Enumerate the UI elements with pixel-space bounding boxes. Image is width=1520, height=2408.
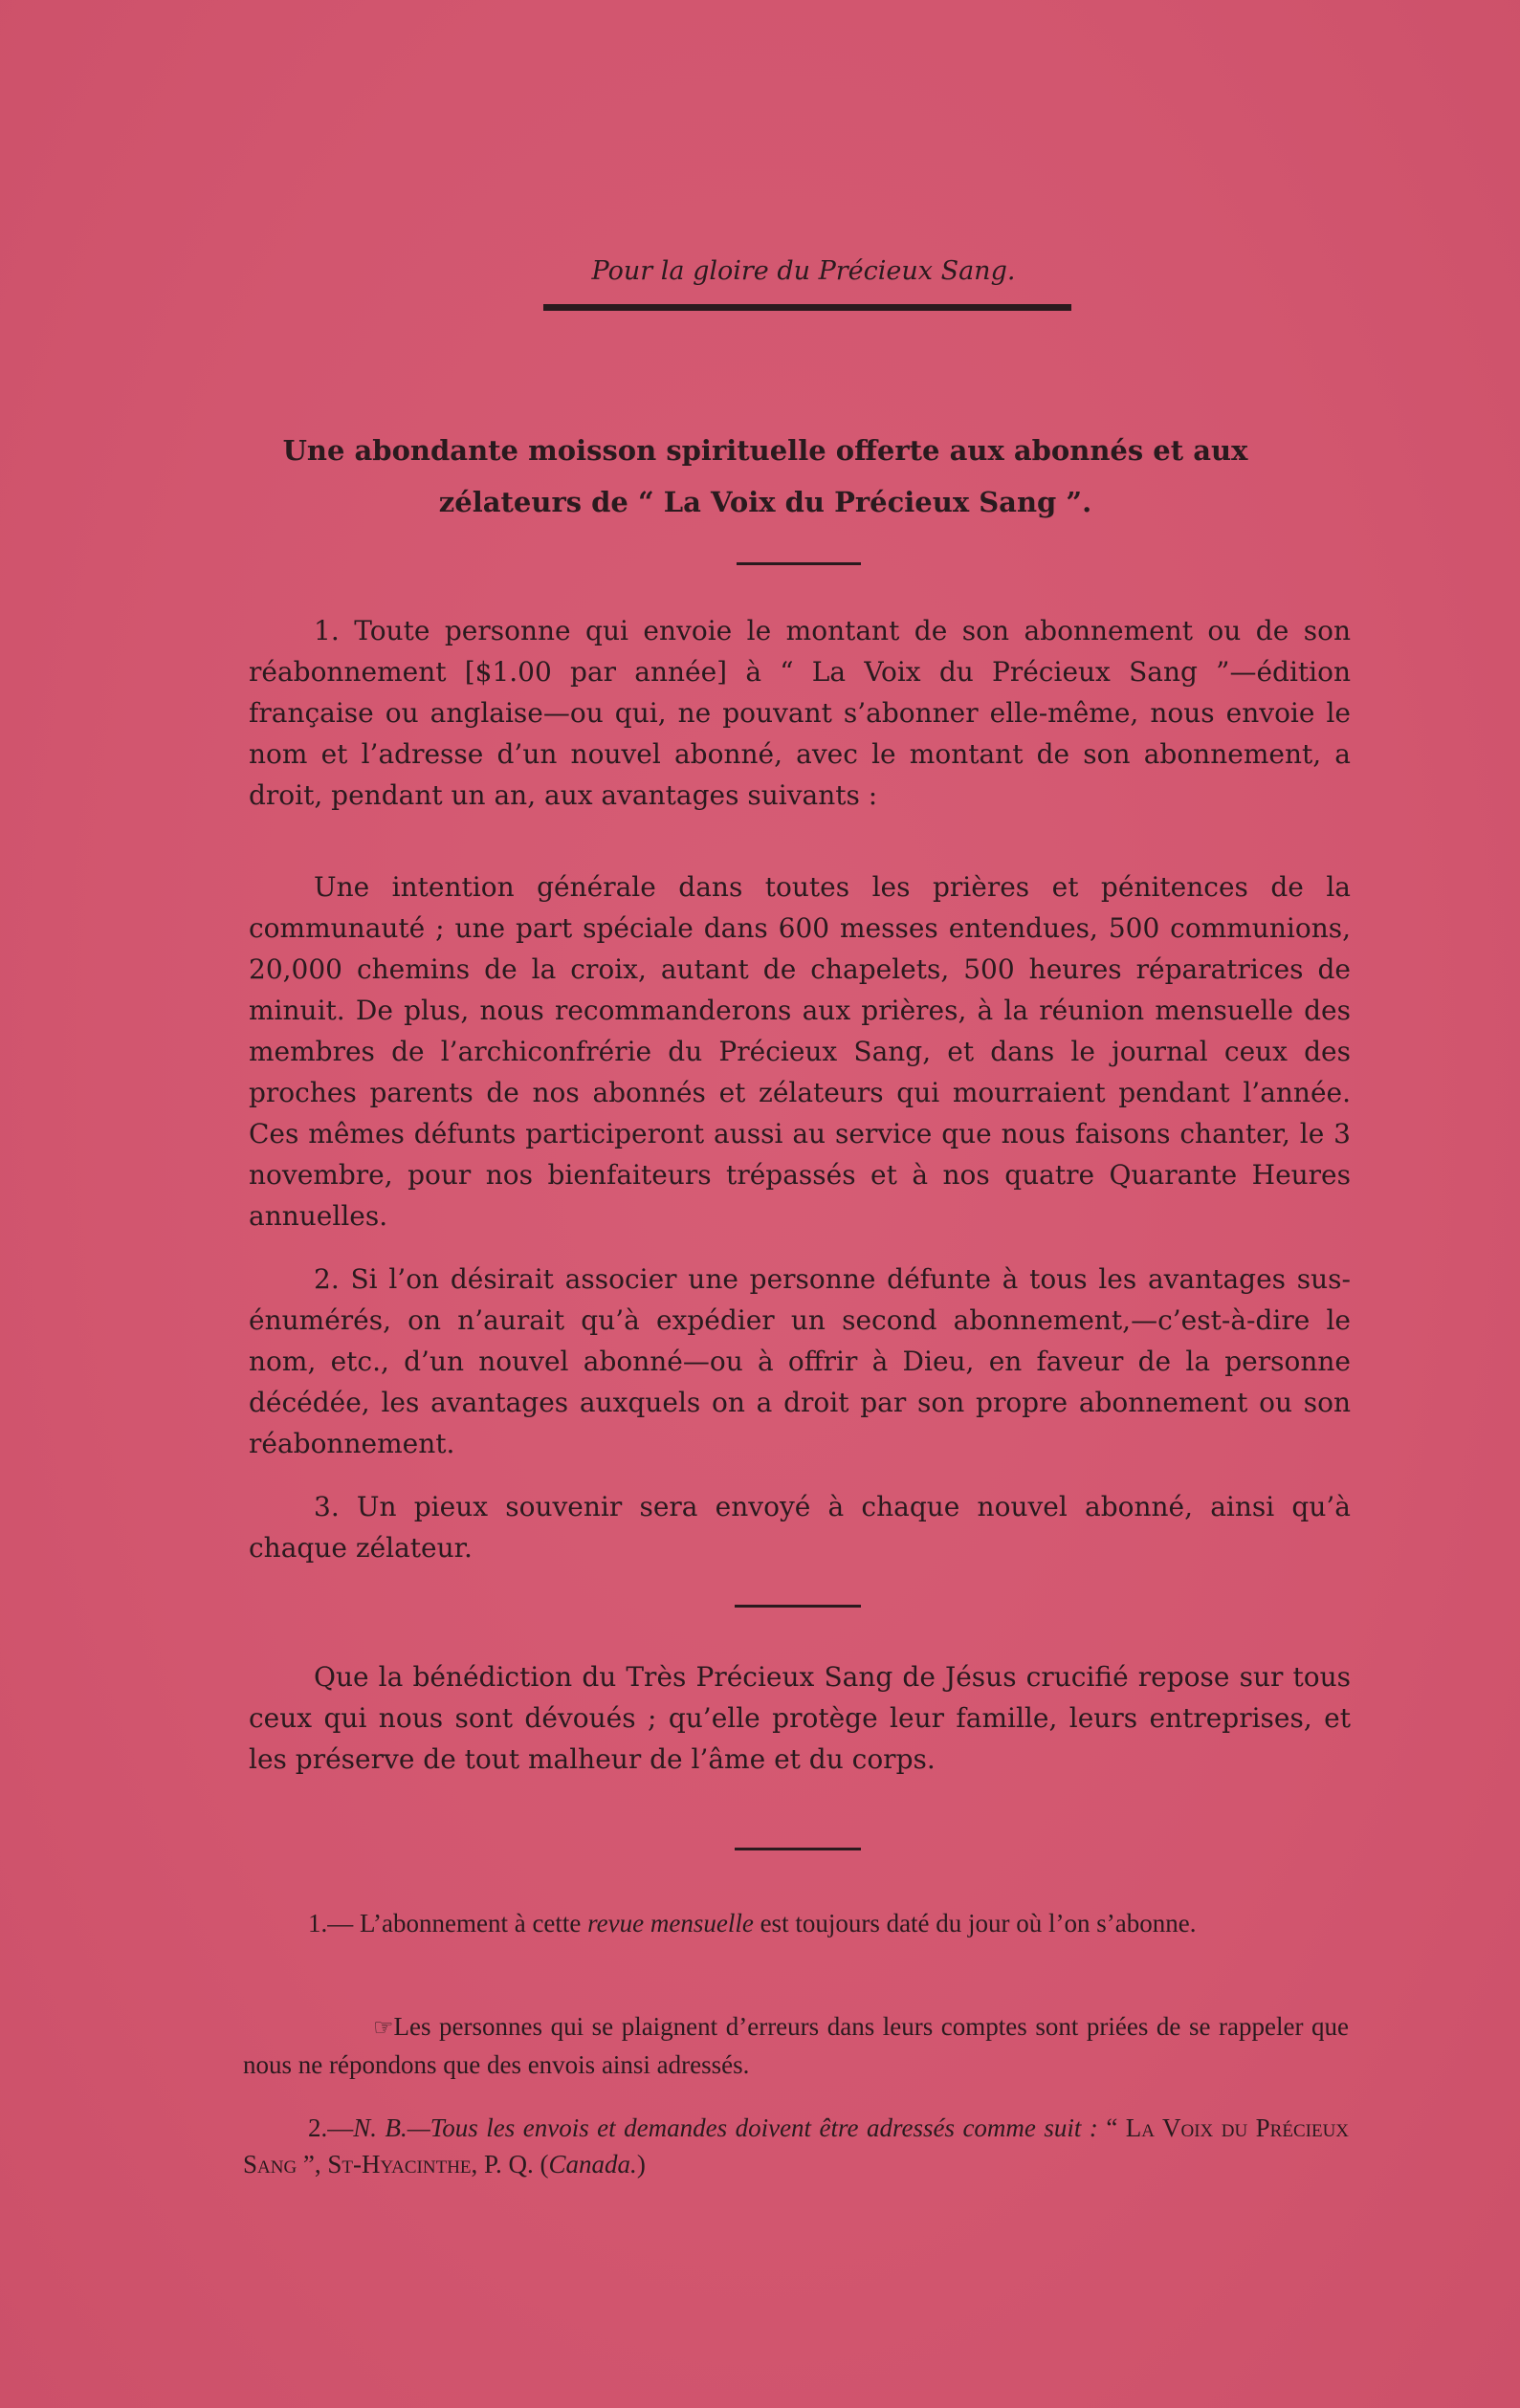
paragraph-benefits bbox=[249, 866, 1351, 1237]
header-underline bbox=[543, 304, 1071, 311]
section-divider bbox=[735, 1848, 861, 1850]
title-line-2: zélateurs de “ La Voix du Précieux Sang ”. bbox=[438, 486, 1092, 518]
footnote-number: 1.— bbox=[308, 1909, 354, 1937]
footnote-1 bbox=[243, 1905, 1349, 1941]
paragraph-text: Un pieux souvenir sera envoyé à chaque nouvel abonné, ainsi qu’à chaque zélateur. bbox=[249, 1491, 1351, 1564]
footnote-hand bbox=[243, 2008, 1349, 2083]
paragraph-1 bbox=[249, 610, 1351, 816]
page-title bbox=[239, 425, 1291, 528]
page-header: Pour la gloire du Précieux Sang. bbox=[591, 256, 1016, 286]
paragraph-number: 1. bbox=[314, 615, 340, 646]
footnote-italic: revue mensuelle bbox=[587, 1909, 754, 1937]
footnote-italic: N. B.—Tous les envois et demandes doivent être adressés comme suit : bbox=[353, 2113, 1098, 2142]
pointing-hand-icon: ☞ bbox=[373, 2016, 394, 2041]
paragraph-2 bbox=[249, 1259, 1351, 1464]
blessing-paragraph bbox=[249, 1656, 1351, 1780]
paragraph-3 bbox=[249, 1486, 1351, 1568]
paragraph-text: Toute personne qui envoie le montant de son abonnement ou de son réabonnement [$1.00 par année] à “ La Voix du Précieux Sang ”—édition française ou anglaise—ou qui, ne pouvant s’abonner elle-même, nous envoie le nom et l’adresse d’un nouvel abonné, avec le montant de son abonnement, a droit, pendant un an, aux avantages suivants : bbox=[249, 615, 1351, 811]
paragraph-text: Une intention générale dans toutes les prières et pénitences de la communauté ; une part spéciale dans 600 messes entendues, 500 communions, 20,000 chemins de la croix, autant de chapelets, 500 heures réparatrices de minuit. De plus, nous recommanderons aux prières, à la réunion mensuelle des membres de l’archiconfrérie du Précieux Sang, et dans le journal ceux des proches parents de nos abonnés et zélateurs qui mourraient pendant l’année. Ces mêmes défunts participeront aussi au service que nous faisons chanter, le 3 novembre, pour nos bienfaiteurs trépassés et à nos quatre Quarante Heures annuelles. bbox=[249, 871, 1351, 1232]
section-divider bbox=[735, 1605, 861, 1608]
paragraph-number: 2. bbox=[314, 1263, 340, 1295]
footnote-country: Canada. bbox=[548, 2150, 637, 2178]
footnote-text-before: L’abonnement à cette bbox=[360, 1909, 582, 1937]
paragraph-number: 3. bbox=[314, 1491, 340, 1522]
footnote-text: Les personnes qui se plaignent d’erreurs dans leurs comptes sont priées de se rappeler que nous ne répondons que des envois ainsi adressés. bbox=[243, 2012, 1349, 2079]
footnote-2: 2.—N. B.—Tous les envois et demandes doivent être adressés comme suit : “ La Voix du Précieux Sang ”, St-Hyacinthe, P. Q. (Canada.) bbox=[243, 2113, 1350, 2178]
title-line-1: Une abondante moisson spirituelle offerte aux abonnés et aux bbox=[282, 434, 1248, 467]
section-divider bbox=[737, 562, 861, 565]
footnote-number: 2.— bbox=[308, 2113, 354, 2142]
footnote-address: “ La Voix du Précieux Sang ”, St-Hyacinthe, P. Q. bbox=[243, 2113, 1350, 2178]
footnote-text-after: est toujours daté du jour où l’on s’abonne. bbox=[760, 1909, 1197, 1937]
paragraph-text: Si l’on désirait associer une personne défunte à tous les avantages sus-énumérés, on n’aurait qu’à expédier un second abonnement,—c’est-à-dire le nom, etc., d’un nouvel abonné—ou à offrir à Dieu, en faveur de la personne décédée, les avantages auxquels on a droit par son propre abonnement ou son réabonnement. bbox=[249, 1263, 1351, 1459]
blessing-text: Que la bénédiction du Très Précieux Sang de Jésus crucifié repose sur tous ceux qui nous sont dévoués ; qu’elle protège leur famille, leurs entreprises, et les préserve de tout malheur de l’âme et du corps. bbox=[249, 1661, 1351, 1775]
